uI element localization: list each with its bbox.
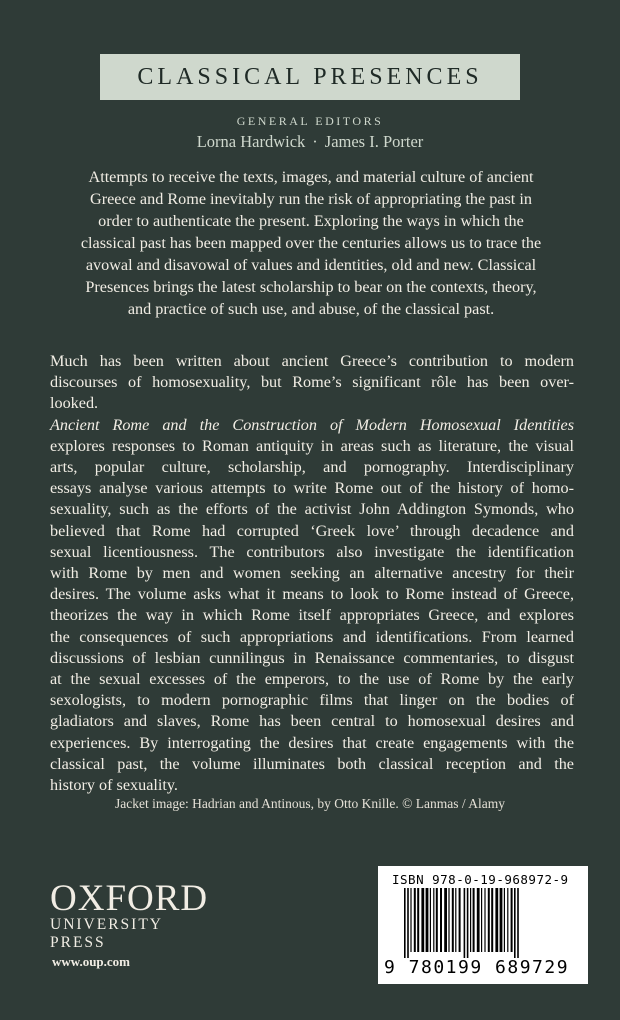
publisher-press: UNIVERSITY PRESS [50, 916, 163, 951]
blurb-line: arts, popular culture, scholarship, and pornography. Interdisciplinary [50, 458, 574, 477]
editor-separator: · [312, 132, 318, 151]
blurb-line: experiences. By interrogating the desires that create engagements with the [50, 733, 574, 752]
barcode-icon [404, 888, 572, 958]
blurb-line: discourses of homosexuality, but Rome’s significant rôle has been over- [50, 373, 574, 392]
ean-number: 9 780199 689729 [384, 957, 570, 978]
intro-line: Attempts to receive the texts, images, and material culture of ancient [88, 168, 534, 186]
barcode-bar [511, 888, 513, 952]
book-blurb [50, 351, 574, 796]
barcode-panel [378, 866, 588, 984]
blurb-line: classical past, the volume illuminates both classical reception and the [50, 754, 574, 773]
blurb-line: sexuality, such as the efforts of the activist John Addington Symonds, who [50, 500, 574, 519]
blurb-line: theorizes the way in which Rome itself appropriates Greece, and explores [50, 606, 574, 625]
blurb-line: desires. The volume asks what it means to look to Rome instead of Greece, [50, 585, 574, 604]
barcode-bar [436, 888, 438, 952]
book-title-line: Ancient Rome and the Construction of Modern Homosexual Identities [50, 415, 574, 434]
blurb-line: the consequences of such appropriations and identifications. From learned [50, 627, 574, 646]
publisher-website: www.oup.com [52, 954, 131, 969]
blurb-line: discussions of lesbian cunnilingus in Renaissance commentaries, to disgust [50, 648, 574, 667]
barcode-bar [473, 888, 475, 952]
blurb-line: sexologists, to modern pornographic films that linger on the bodies of [50, 691, 574, 710]
series-title: CLASSICAL PRESENCES [137, 63, 483, 90]
barcode-bar [517, 888, 519, 958]
series-banner [100, 54, 520, 100]
editors-label: GENERAL EDITORS [236, 114, 384, 128]
blurb-line: with Rome by men and women seeking an alternative ancestry for their [50, 564, 574, 583]
oxford-logo [50, 880, 220, 952]
barcode-bar [467, 888, 469, 958]
blurb-line: history of sexuality. [50, 776, 178, 795]
barcode-bar [417, 888, 419, 952]
barcode-bar [500, 888, 503, 952]
barcode-bar [455, 888, 456, 952]
intro-line: avowal and disavowal of values and identities, old and new. Classical [85, 256, 537, 274]
blurb-line: essays analyse various attempts to write Rome out of the history of homo- [50, 479, 574, 498]
barcode-bar [459, 888, 461, 952]
barcode-bar [410, 888, 411, 952]
barcode-bar [484, 888, 485, 952]
barcode-bar [426, 888, 429, 952]
blurb-line: at the sexual excesses of the emperors, to the use of Rome by the early [50, 670, 574, 689]
barcode-bar [514, 888, 516, 958]
blurb-line: gladiators and slaves, Rome has been central to homosexual desires and [50, 712, 574, 731]
intro-line: and practice of such use, and abuse, of the classical past. [127, 300, 495, 318]
barcode-bar [470, 888, 471, 952]
barcode-bar [430, 888, 431, 952]
jacket-image-credit: Jacket image: Hadrian and Antinous, by Otto Knille. © Lanmas / Alamy [114, 796, 506, 811]
blurb-line: explores responses to Roman antiquity in areas such as literature, the visual [50, 436, 574, 455]
blurb-line: Much has been written about ancient Greece’s contribution to modern [50, 352, 574, 370]
barcode-bar [495, 888, 498, 952]
barcode-bar [414, 888, 416, 952]
barcode-bar [448, 888, 449, 952]
editor-name-1: Lorna Hardwick [196, 132, 306, 151]
intro-line: Greece and Rome inevitably run the risk of appropriating the past in [90, 190, 532, 208]
blurb-line: believed that Rome had corrupted ‘Greek love’ through decadence and [50, 521, 574, 540]
barcode-bar [404, 888, 406, 958]
series-description [66, 166, 556, 320]
barcode-bar [440, 888, 442, 952]
barcode-bar [464, 888, 466, 958]
barcode-bar [504, 888, 505, 952]
isbn-text: ISBN 978-0-19-968972-9 [392, 872, 569, 887]
barcode-bar [488, 888, 490, 952]
barcode-bar [452, 888, 454, 952]
barcode-bar [421, 888, 424, 952]
editors-names [0, 132, 620, 152]
blurb-line: looked. [50, 394, 99, 413]
barcode-bar [407, 888, 409, 958]
publisher-name: OXFORD [50, 878, 209, 919]
intro-line: Presences brings the latest scholarship to bear on the contexts, theory, [85, 278, 537, 296]
intro-line: classical past has been mapped over the centuries allows us to trace the [80, 234, 542, 252]
intro-line: order to authenticate the present. Exploring the ways in which the [98, 212, 524, 230]
barcode-bar [491, 888, 493, 952]
barcode-bar [477, 888, 480, 952]
blurb-line: sexual licentiousness. The contributors also investigate the identification [50, 542, 574, 561]
editor-name-2: James I. Porter [324, 132, 424, 151]
barcode-bar [481, 888, 482, 952]
barcode-bar [433, 888, 434, 952]
barcode-bar [444, 888, 447, 952]
barcode-bar [507, 888, 508, 952]
